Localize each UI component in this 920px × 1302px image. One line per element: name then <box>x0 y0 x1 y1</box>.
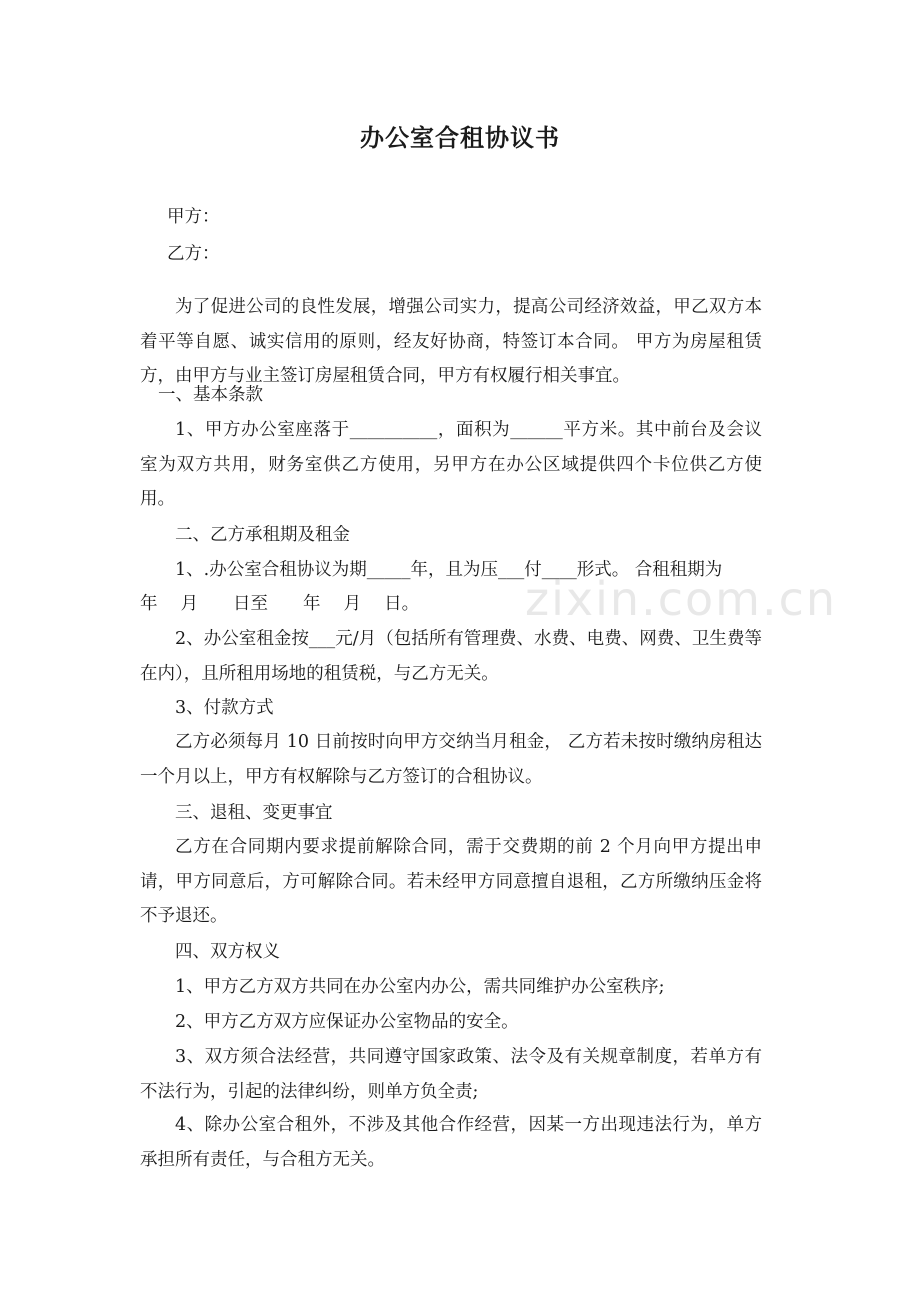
section2-item1-dates: 年 月 日至 年 月 日。 <box>140 594 420 614</box>
document-title: 办公室合租协议书 <box>360 123 560 152</box>
section2-heading: 二、乙方承租期及租金 <box>175 525 350 545</box>
section2-item3-body: 乙方必须每月 10 日前按时向甲方交纳当月租金， 乙方若未按时缴纳房租达一个月以上，甲方有权解除与乙方签订的合租协议。 <box>140 732 762 787</box>
section4-heading: 四、双方权义 <box>175 942 280 962</box>
section4-item1: 1、甲方乙方双方共同在办公室内办公，需共同维护办公室秩序; <box>175 977 665 997</box>
section2-item1: 1、.办公室合租协议为期_____年，且为压___付____形式。 合租租期为 <box>175 560 723 580</box>
watermark: zixin.com.cn <box>525 572 838 626</box>
section1-item1: 1、甲方办公室座落于__________，面积为______平方米。其中前台及会议室为双方共用，财务室供乙方使用，另甲方在办公区域提供四个卡位供乙方使用。 <box>140 420 762 509</box>
section4-item2: 2、甲方乙方双方应保证办公室物品的安全。 <box>175 1012 519 1032</box>
section2-item3-heading: 3、付款方式 <box>175 698 274 718</box>
section4-item3: 3、双方须合法经营，共同遵守国家政策、法令及有关规章制度，若单方有不法行为，引起的法律纠纷，则单方负全责; <box>140 1047 762 1102</box>
section2-item2: 2、办公室租金按___元/月（包括所有管理费、水费、电费、网费、卫生费等在内），且所租用场地的租赁税，与乙方无关。 <box>140 629 762 684</box>
section1-heading: 一、基本条款 <box>158 385 263 405</box>
intro-paragraph: 为了促进公司的良性发展，增强公司实力，提高公司经济效益，甲乙双方本着平等自愿、诚实信用的原则，经友好协商，特签订本合同。 甲方为房屋租赁方，由甲方与业主签订房屋租赁合同，甲方有权履行相关事宜。 <box>140 297 762 386</box>
party-a-label: 甲方： <box>167 207 220 227</box>
party-b-label: 乙方： <box>167 244 220 264</box>
section4-item4: 4、除办公室合租外，不涉及其他合作经营，因某一方出现违法行为，单方承担所有责任，与合租方无关。 <box>140 1115 762 1170</box>
section3-body: 乙方在合同期内要求提前解除合同，需于交费期的前 2 个月向甲方提出申请，甲方同意后，方可解除合同。若未经甲方同意擅自退租，乙方所缴纳压金将不予退还。 <box>140 837 762 926</box>
section3-heading: 三、退租、变更事宜 <box>175 803 333 823</box>
